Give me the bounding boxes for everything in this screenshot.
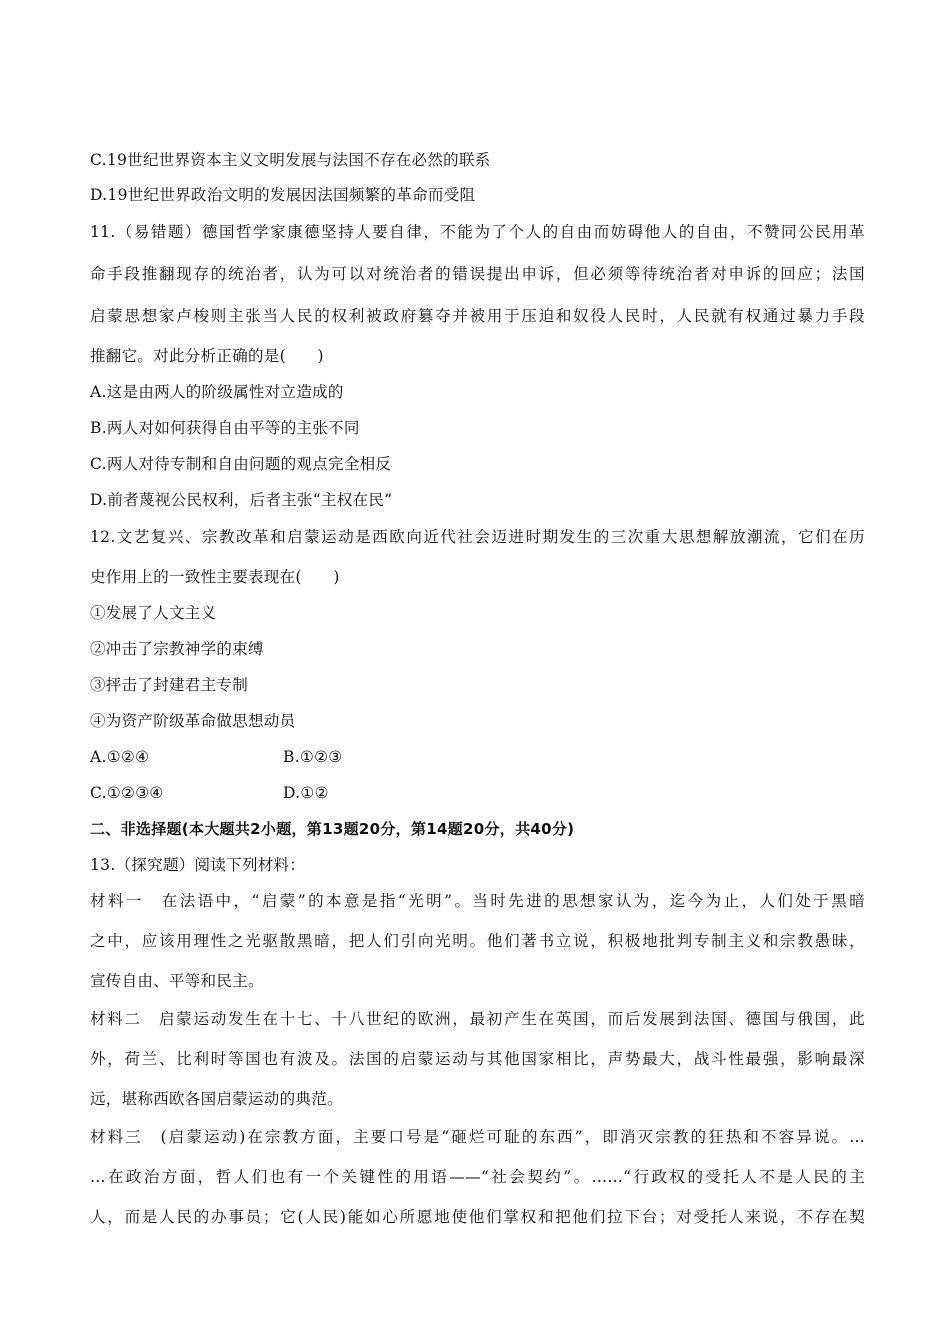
material-3-line-2: …在政治方面，哲人们也有一个关键性的用语——“社会契约”。……“行政权的受托人不是人民的主 [90, 1168, 865, 1186]
material-3-line-1: 材料三 (启蒙运动)在宗教方面，主要口号是“砸烂可耻的东西”，即消灭宗教的狂热和不容异说。… [90, 1128, 865, 1146]
q12-option-c: C.①②③④ [90, 784, 164, 802]
q12-option-b: B.①②③ [283, 748, 343, 766]
section-heading-non-choice: 二、非选择题(本大题共2小题，第13题20分，第14题20分，共40分) [90, 820, 575, 838]
q13-intro: 13.（探究题）阅读下列材料： [90, 856, 306, 874]
q12-item-1: ①发展了人文主义 [90, 604, 217, 622]
q11-option-b: B.两人对如何获得自由平等的主张不同 [90, 419, 360, 437]
material-2-line-3: 远，堪称西欧各国启蒙运动的典范。 [90, 1090, 343, 1108]
q10-option-c: C.19世纪世界资本主义文明发展与法国不存在必然的联系 [90, 151, 491, 169]
q10-option-d: D.19世纪世界政治文明的发展因法国频繁的革命而受阻 [90, 186, 476, 204]
q11-option-a: A.这是由两人的阶级属性对立造成的 [90, 383, 344, 401]
q12-stem-line-2: 史作用上的一致性主要表现在( ) [90, 568, 340, 586]
q11-stem-line-1: 11.（易错题）德国哲学家康德坚持人要自律，不能为了个人的自由而妨碍他人的自由，不赞同公民用革 [90, 223, 865, 241]
q12-item-2: ②冲击了宗教神学的束缚 [90, 640, 264, 658]
q11-stem-line-2: 命手段推翻现存的统治者，认为可以对统治者的错误提出申诉，但必须等待统治者对申诉的回应；法国 [90, 265, 865, 283]
q11-option-d: D.前者蔑视公民权利，后者主张“主权在民” [90, 491, 393, 509]
q12-item-3: ③抨击了封建君主专制 [90, 676, 249, 694]
q12-option-d: D.①② [283, 784, 329, 802]
material-1-line-1: 材料一 在法语中，“启蒙”的本意是指“光明”。当时先进的思想家认为，迄今为止，人们处于黑暗 [90, 892, 865, 910]
q11-option-c: C.两人对待专制和自由问题的观点完全相反 [90, 455, 392, 473]
material-1-line-3: 宣传自由、平等和民主。 [90, 972, 264, 990]
q12-stem-line-1: 12.文艺复兴、宗教改革和启蒙运动是西欧向近代社会迈进时期发生的三次重大思想解放潮流，它们在历 [90, 528, 865, 546]
q11-stem-line-4: 推翻它。对此分析正确的是( ) [90, 347, 324, 365]
q12-item-4: ④为资产阶级革命做思想动员 [90, 712, 296, 730]
material-2-line-2: 外，荷兰、比利时等国也有波及。法国的启蒙运动与其他国家相比，声势最大，战斗性最强，影响最深 [90, 1050, 865, 1068]
q11-stem-line-3: 启蒙思想家卢梭则主张当人民的权利被政府篡夺并被用于压迫和奴役人民时，人民就有权通过暴力手段 [90, 307, 865, 325]
material-2-line-1: 材料二 启蒙运动发生在十七、十八世纪的欧洲，最初产生在英国，而后发展到法国、德国与俄国，此 [90, 1010, 865, 1028]
material-1-line-2: 之中，应该用理性之光驱散黑暗，把人们引向光明。他们著书立说，积极地批判专制主义和宗教愚昧， [90, 932, 865, 950]
material-3-line-3: 人，而是人民的办事员；它(人民)能如心所愿地使他们掌权和把他们拉下台；对受托人来说，不存在契 [90, 1208, 865, 1226]
q12-option-a: A.①②④ [90, 748, 150, 766]
